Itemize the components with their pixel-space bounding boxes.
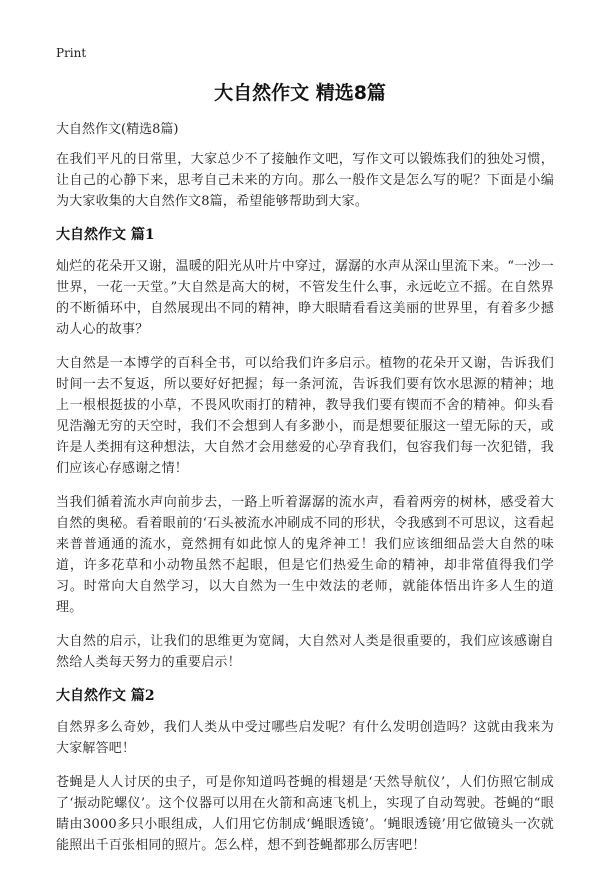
paragraph: 大自然是一本博学的百科全书，可以给我们许多启示。植物的花朵开又谢，告诉我们时间一去不复返，所以要好好把握；每一条河流，告诉我们要有饮水思源的精神；地上一根根挺拔的小草，不畏风吹雨打的精神，教导我们要有锲而不舍的精神。仰头看见浩瀚无穷的天空时，我们不会想到人有多渺小，而是想要征服这一望无际的天，或许是人类拥有这种想法，大自然才会用慈爱的心孕育我们，包容我们每一次犯错，我们应该心存感谢之情！	[56, 356, 554, 476]
article-subtitle: 大自然作文(精选8篇)	[56, 122, 179, 137]
paragraph: 苍蝇是人人讨厌的虫子，可是你知道吗苍蝇的楫翅是‘天然导航仪’，人们仿照它制成了‘振动陀螺仪’。这个仪器可以用在火箭和高速飞机上，实现了自动驾驶。苍蝇的“眼睛由3000多只小眼组成，人们用它仿制成‘蝇眼透镜’。‘蝇眼透镜’用它做镜头一次就能照出千百张相同的照片。怎么样，想不到苍蝇都那么厉害吧！	[56, 775, 554, 853]
paragraph: 自然界多么奇妙，我们人类从中受过哪些启发呢？有什么发明创造吗？这就由我来为大家解答吧！	[56, 720, 554, 756]
paragraph: 大自然的启示，让我们的思维更为宽阔，大自然对人类是很重要的，我们应该感谢自然给人类每天努力的重要启示！	[56, 634, 554, 670]
print-link[interactable]: Print	[56, 46, 87, 60]
page-title: 大自然作文 精选8篇	[214, 82, 386, 104]
section-heading: 大自然作文 篇1	[56, 227, 155, 243]
paragraph: 灿烂的花朵开又谢，温暖的阳光从叶片中穿过，潺潺的水声从深山里流下来。“一沙一世界，一花一天堂。”大自然是高大的树，不管发生什么事，永远屹立不摇。在自然界的不断循环中，自然展现出不同的精神，睁大眼睛看看这美丽的世界里，有着多少撼动人心的故事？	[56, 259, 554, 337]
section-heading: 大自然作文 篇2	[56, 688, 155, 704]
paragraph: 当我们循着流水声向前步去，一路上听着潺潺的流水声，看着两旁的树林，感受着大自然的奥秘。看着眼前的‘石头被流水冲刷成不同的形状，令我感到不可思议，这看起来普普通通的流水，竟然拥有如此惊人的鬼斧神工！我们应该细细品尝大自然的味道，许多花草和小动物虽然不起眼，但是它们热爱生命的精神，却非常值得我们学习。时常向大自然学习，以大自然为一生中效法的老师，就能体悟出许多人生的道理。	[56, 495, 554, 615]
article-body	[56, 120, 554, 869]
intro-paragraph: 在我们平凡的日常里，大家总少不了接触作文吧，写作文可以锻炼我们的独处习惯，让自己的心静下来，思考自己未来的方向。那么一般作文是怎么写的呢？下面是小编为大家收集的大自然作文8篇，希望能够帮助到大家。	[56, 152, 554, 209]
